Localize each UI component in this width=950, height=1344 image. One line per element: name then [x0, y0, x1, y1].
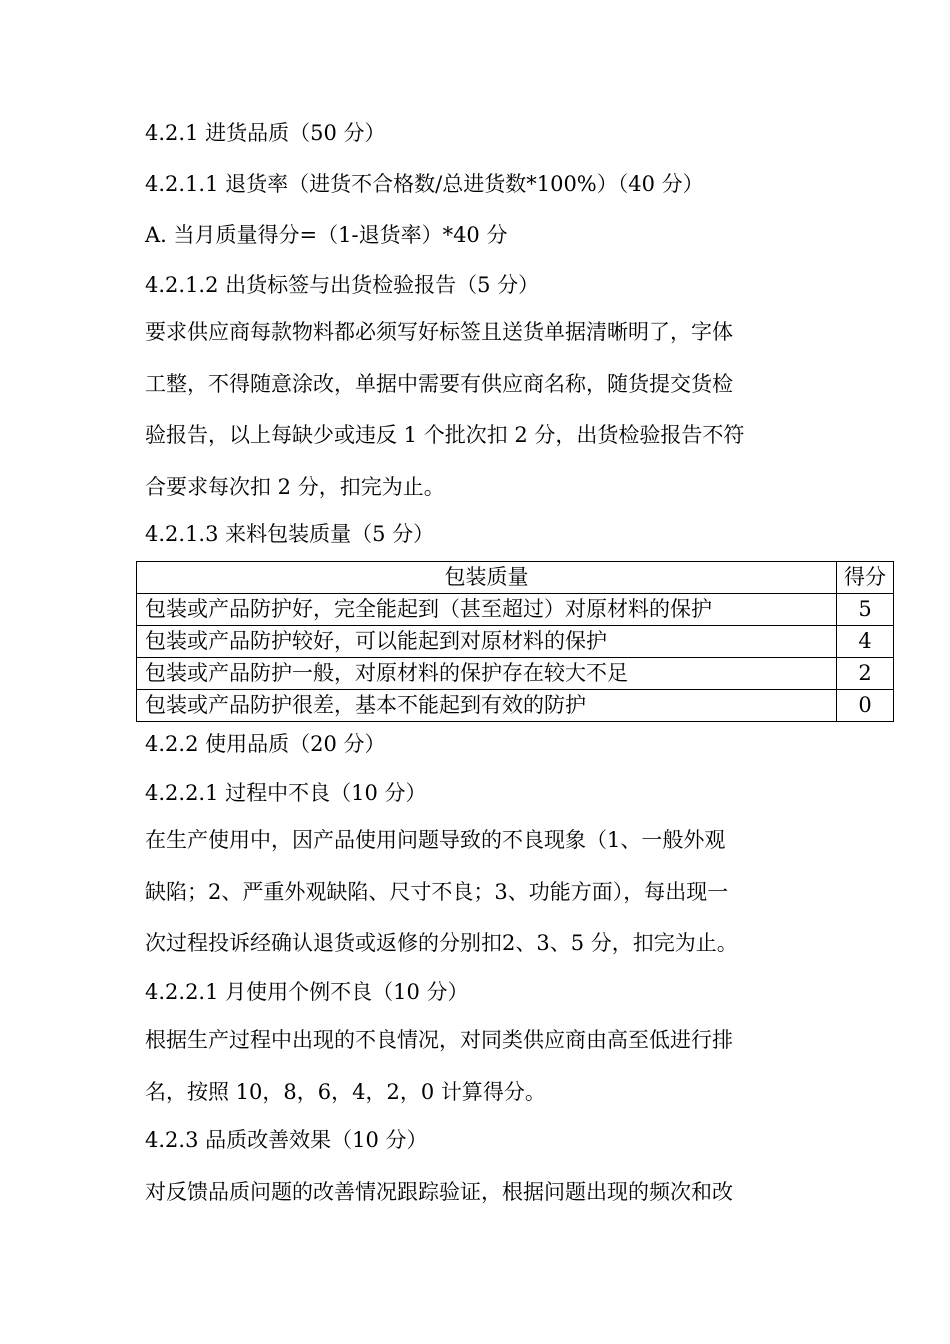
heading-4-2-1-3: 4.2.1.3 来料包装质量（5 分）: [145, 522, 435, 546]
paragraph-line: 对反馈品质问题的改善情况跟踪验证，根据问题出现的频次和改: [145, 1180, 733, 1204]
paragraph-ranking: [145, 1015, 815, 1118]
paragraph-line: 验报告，以上每缺少或违反 1 个批次扣 2 分，出货检验报告不符: [145, 423, 745, 447]
table-row: [137, 594, 894, 626]
table-cell-score: 0: [837, 690, 894, 722]
paragraph-line: 名，按照 10，8，6，4，2，0 计算得分。: [145, 1079, 546, 1104]
heading-4-2-2-1: 4.2.2.1 过程中不良（10 分）: [145, 781, 427, 805]
paragraph-line: 根据生产过程中出现的不良情况，对同类供应商由高至低进行排: [145, 1028, 733, 1052]
paragraph-line: 缺陷；2、严重外观缺陷、尺寸不良；3、功能方面），每出现一: [145, 879, 729, 904]
paragraph-line: 合要求每次扣 2 分，扣完为止。: [145, 474, 445, 499]
table-cell-desc: 包装或产品防护一般，对原材料的保护存在较大不足: [137, 658, 837, 690]
heading-4-2-1: 4.2.1 进货品质（50 分）: [145, 121, 386, 145]
table-header-cell: 包装质量: [137, 562, 837, 594]
paragraph-line: 工整，不得随意涂改，单据中需要有供应商名称，随货提交货检: [145, 371, 733, 396]
heading-4-2-1-2: 4.2.1.2 出货标签与出货检验报告（5 分）: [145, 273, 540, 297]
paragraph-line: 要求供应商每款物料都必须写好标签且送货单据清晰明了，字体: [145, 320, 733, 344]
packaging-quality-table: [136, 561, 894, 722]
table-header-cell: 得分: [837, 562, 894, 594]
heading-4-2-3: 4.2.3 品质改善效果（10 分）: [145, 1128, 428, 1152]
table-cell-score: 5: [837, 594, 894, 626]
table-row: [137, 690, 894, 722]
table-header-row: [137, 562, 894, 594]
paragraph-label-requirements: [145, 307, 815, 513]
heading-4-2-1-1: 4.2.1.1 退货率（进货不合格数/总进货数*100%）（40 分）: [145, 172, 704, 196]
formula-line: A. 当月质量得分=（1-退货率）*40 分: [145, 223, 508, 247]
table-row: [137, 626, 894, 658]
table-cell-desc: 包装或产品防护很差，基本不能起到有效的防护: [137, 690, 837, 722]
table-row: [137, 658, 894, 690]
paragraph-improvement: [145, 1167, 815, 1219]
table-cell-score: 4: [837, 626, 894, 658]
table-cell-desc: 包装或产品防护好，完全能起到（甚至超过）对原材料的保护: [137, 594, 837, 626]
heading-4-2-2: 4.2.2 使用品质（20 分）: [145, 732, 386, 756]
table-cell-score: 2: [837, 658, 894, 690]
paragraph-line: 在生产使用中，因产品使用问题导致的不良现象（1、一般外观: [145, 828, 726, 852]
heading-4-2-2-1-monthly: 4.2.2.1 月使用个例不良（10 分）: [145, 980, 469, 1004]
paragraph-line: 次过程投诉经确认退货或返修的分别扣2、3、5 分，扣完为止。: [145, 931, 738, 955]
table-cell-desc: 包装或产品防护较好，可以能起到对原材料的保护: [137, 626, 837, 658]
paragraph-process-defects: [145, 815, 815, 970]
